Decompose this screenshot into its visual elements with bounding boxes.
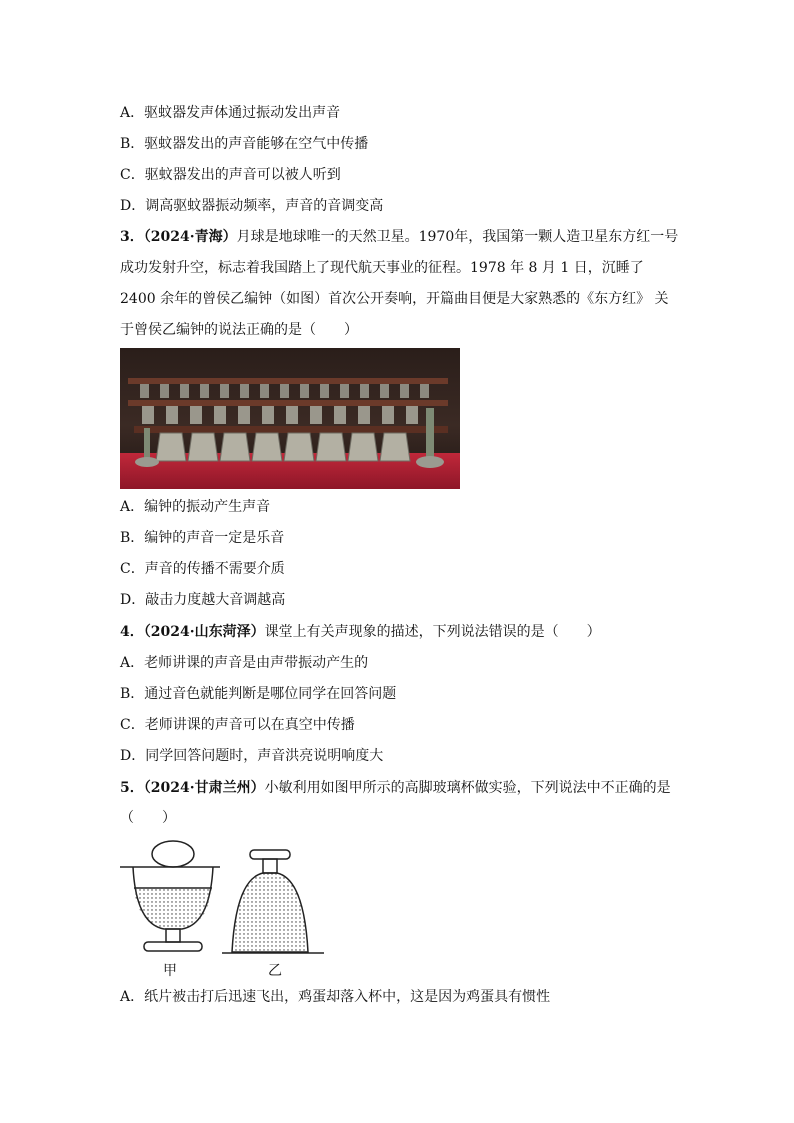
q3-option-d: D．敲击力度越大音调越高 (120, 592, 286, 608)
q5-stem (120, 778, 671, 798)
q5-number: 5． (120, 780, 144, 796)
q5-text: 小敏利用如图甲所示的高脚玻璃杯做实验，下列说法中不正确的是 (264, 780, 671, 796)
q4-option-c: C．老师讲课的声音可以在真空中传播 (120, 717, 355, 733)
q3-text: 月球是地球唯一的天然卫星。1970年，我国第一颗人造卫星东方红一号成功发射升空，标志着我国踏上了现代航天事业的征程。1978 年 8 月 1 日，沉睡了 2400 余年的曾侯乙编钟（如图）首次公开奏响，开篇曲目便是大家熟悉的《东方红》 关于曾侯乙编钟的说法正确的是（ ） (120, 229, 679, 338)
q2-option-d: D．调高驱蚊器振动频率，声音的音调变高 (120, 198, 384, 214)
q4-stem (120, 622, 601, 642)
q4-option-d: D．同学回答问题时，声音洪亮说明响度大 (120, 748, 384, 764)
figure-label-jia: 甲 (163, 963, 177, 979)
goblet-diagram (118, 836, 338, 984)
q3-option-a: A．编钟的振动产生声音 (120, 499, 271, 515)
q2-option-a: A．驱蚊器发声体通过振动发出声音 (120, 105, 341, 121)
q5-option-a: A．纸片被击打后迅速飞出，鸡蛋却落入杯中，这是因为鸡蛋具有惯性 (120, 989, 551, 1005)
q4-option-a: A．老师讲课的声音是由声带振动产生的 (120, 655, 369, 671)
q3-stem (120, 222, 680, 346)
q3-option-c: C．声音的传播不需要介质 (120, 561, 285, 577)
q2-option-b: B．驱蚊器发出的声音能够在空气中传播 (120, 136, 369, 152)
bianzhong-photo (120, 348, 460, 489)
q5-blank: （ ） (120, 810, 176, 826)
q4-number: 4． (120, 624, 144, 640)
q5-source: （2024·甘肃兰州） (143, 780, 265, 796)
q4-text: 课堂上有关声现象的描述，下列说法错误的是（ ） (264, 624, 601, 640)
q3-option-b: B．编钟的声音一定是乐音 (120, 530, 285, 546)
figure-jia (120, 841, 220, 951)
q4-option-b: B．通过音色就能判断是哪位同学在回答问题 (120, 686, 397, 702)
q4-source: （2024·山东菏泽） (143, 624, 265, 640)
q3-source: （2024·青海） (143, 229, 237, 245)
figure-label-yi: 乙 (268, 963, 282, 979)
q3-number: 3． (120, 229, 144, 245)
q2-option-c: C．驱蚊器发出的声音可以被人听到 (120, 167, 341, 183)
figure-yi (222, 850, 324, 953)
